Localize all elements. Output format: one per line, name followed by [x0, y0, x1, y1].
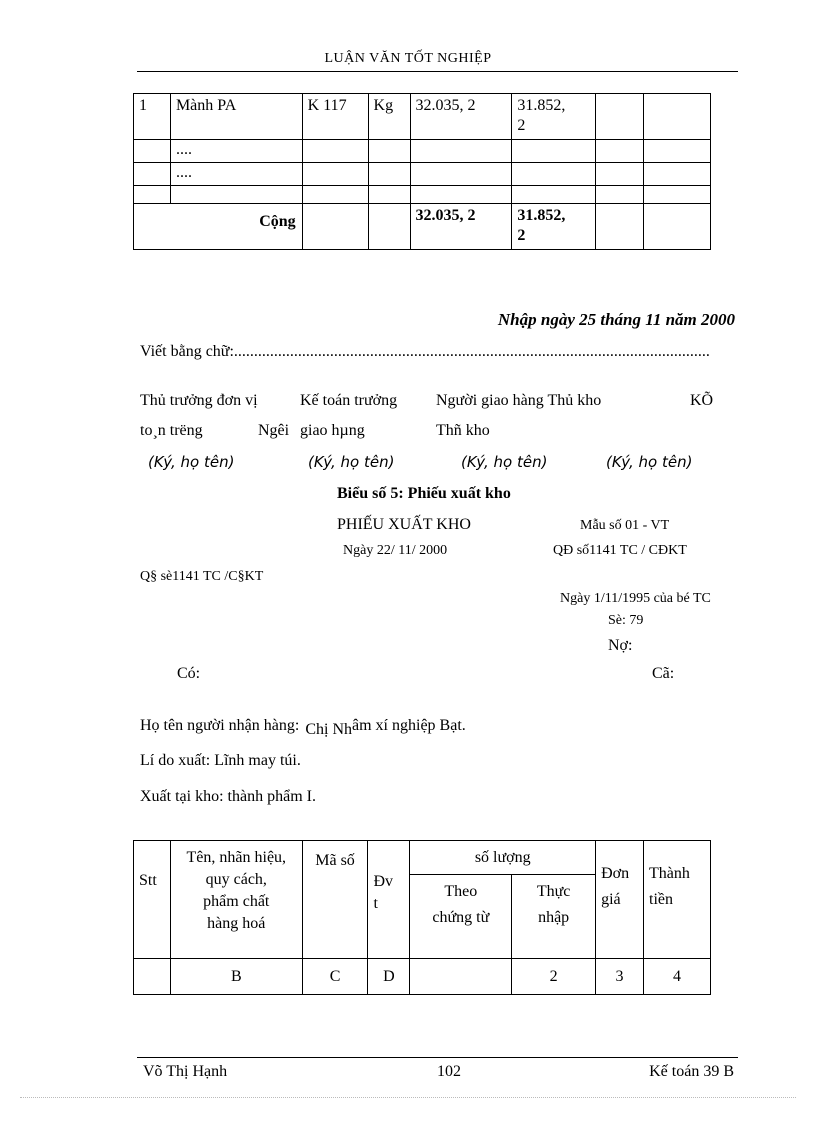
- header-qty-actual: Thực nhập: [512, 875, 596, 959]
- cell: B: [170, 959, 302, 995]
- header-name: Tên, nhãn hiệu, quy cách, phẩm chất hàng hoá: [170, 841, 302, 959]
- cell: ....: [170, 140, 302, 163]
- cell: 2: [512, 959, 596, 995]
- header-amount: Thành tiền: [644, 841, 711, 959]
- signer-row2-a: to¸n trëng: [140, 422, 203, 439]
- total-row: [134, 204, 711, 250]
- warehouse-line: Xuất tại kho: thành phẩm I.: [140, 788, 316, 805]
- table-row: [134, 163, 711, 186]
- cell: C: [302, 959, 368, 995]
- table-row: [134, 94, 711, 140]
- receiver-label: Họ tên người nhận hàng:: [140, 717, 300, 734]
- cell: [302, 186, 368, 204]
- cell: 4: [644, 959, 711, 995]
- cell: Mành PA: [170, 94, 302, 140]
- reason-line: Lí do xuất: Lĩnh may túi.: [140, 752, 301, 769]
- cell: [410, 186, 512, 204]
- footer-page-number: 102: [437, 1063, 461, 1080]
- cell: 3: [596, 959, 644, 995]
- signer-head-of-unit: Thủ trưởng đơn vị: [140, 392, 258, 409]
- cell: [302, 204, 368, 250]
- footer-author: Võ Thị Hạnh: [143, 1063, 228, 1080]
- cell: [644, 94, 711, 140]
- cell: [302, 163, 368, 186]
- header-qty: số lượng: [410, 841, 596, 875]
- signer-row2-c: giao hµng: [300, 422, 365, 439]
- cell: [302, 140, 368, 163]
- cell: 1: [134, 94, 171, 140]
- cell: [134, 959, 171, 995]
- cell: [644, 186, 711, 204]
- total-label: Cộng: [134, 204, 303, 250]
- sign-note-4: (Ký, họ tên): [606, 453, 693, 471]
- header-unit: Đv t: [368, 841, 410, 959]
- running-header: LUẬN VĂN TỐT NGHIỆP: [324, 51, 492, 66]
- cell: [596, 94, 644, 140]
- receiver-line: [140, 717, 466, 738]
- goods-table: [133, 93, 711, 250]
- cell: 32.035, 2: [410, 94, 512, 140]
- signer-garbled: KÕ: [690, 392, 714, 409]
- header-price: Đơn giá: [596, 841, 644, 959]
- cell: [644, 204, 711, 250]
- cell: Kg: [368, 94, 410, 140]
- cell: [134, 140, 171, 163]
- decision-number: QĐ số1141 TC / CĐKT: [553, 543, 687, 558]
- cell: [644, 140, 711, 163]
- table-row: [134, 140, 711, 163]
- cell: [410, 140, 512, 163]
- cell: K 117: [302, 94, 368, 140]
- signer-row2-b: Ngêi: [258, 422, 290, 439]
- total-c6: 31.852, 2: [512, 204, 596, 250]
- form-number: Mẫu số 01 - VT: [580, 518, 670, 533]
- cell: D: [368, 959, 410, 995]
- receiver-name-b: âm xí nghiệp Bạt.: [352, 717, 466, 734]
- signer-row2-d: Thñ kho: [436, 422, 490, 439]
- cell: [134, 186, 171, 204]
- decision-number-garbled: Q§ sè1141 TC /C§KT: [140, 569, 264, 584]
- form-date: Ngày 22/ 11/ 2000: [343, 543, 448, 558]
- signer-chief-accountant: Kế toán trưởng: [300, 392, 398, 409]
- footer-rule: [137, 1057, 738, 1058]
- cell: [512, 186, 596, 204]
- cell: [368, 186, 410, 204]
- cell: [368, 163, 410, 186]
- cell: ....: [170, 163, 302, 186]
- page-edge: [20, 1097, 796, 1098]
- header-code: Mã số: [302, 841, 368, 959]
- table-row: [134, 186, 711, 204]
- form-title: PHIẾU XUẤT KHO: [337, 516, 471, 533]
- cell: [596, 140, 644, 163]
- sign-note-1: (Ký, họ tên): [148, 453, 235, 471]
- cell: [596, 186, 644, 204]
- credit-label-garbled: Cã:: [652, 665, 675, 682]
- signer-deliverer-keeper: Người giao hàng Thủ kho: [436, 392, 602, 409]
- table-header-row: [134, 841, 711, 875]
- header-stt: Stt: [134, 841, 171, 959]
- receiver-name-a: Chị Nh: [305, 721, 352, 738]
- decision-date: Ngày 1/11/1995 của bé TC: [560, 591, 711, 606]
- cell: [170, 186, 302, 204]
- cell: [596, 163, 644, 186]
- issue-table: [133, 840, 711, 995]
- cell: [512, 163, 596, 186]
- amount-in-words: Viết bằng chữ:.......................................................................................................................: [140, 343, 710, 360]
- cell: 31.852, 2: [512, 94, 596, 140]
- form-caption: Biểu số 5: Phiếu xuất kho: [337, 485, 511, 502]
- cell: [134, 163, 171, 186]
- header-rule: [137, 71, 738, 72]
- cell: [512, 140, 596, 163]
- total-c5: 32.035, 2: [410, 204, 512, 250]
- cell: [596, 204, 644, 250]
- credit-label: Có:: [177, 665, 201, 682]
- slip-number: Sè: 79: [608, 613, 644, 628]
- cell: [410, 163, 512, 186]
- sign-note-3: (Ký, họ tên): [461, 453, 548, 471]
- footer-class: Kế toán 39 B: [649, 1063, 734, 1080]
- table-row: [134, 959, 711, 995]
- entry-date: Nhập ngày 25 tháng 11 năm 2000: [497, 310, 735, 329]
- cell: [644, 163, 711, 186]
- cell: [368, 204, 410, 250]
- header-qty-doc: Theo chứng từ: [410, 875, 512, 959]
- cell: [410, 959, 512, 995]
- cell: [368, 140, 410, 163]
- debit-label: Nợ:: [608, 637, 633, 654]
- sign-note-2: (Ký, họ tên): [308, 453, 395, 471]
